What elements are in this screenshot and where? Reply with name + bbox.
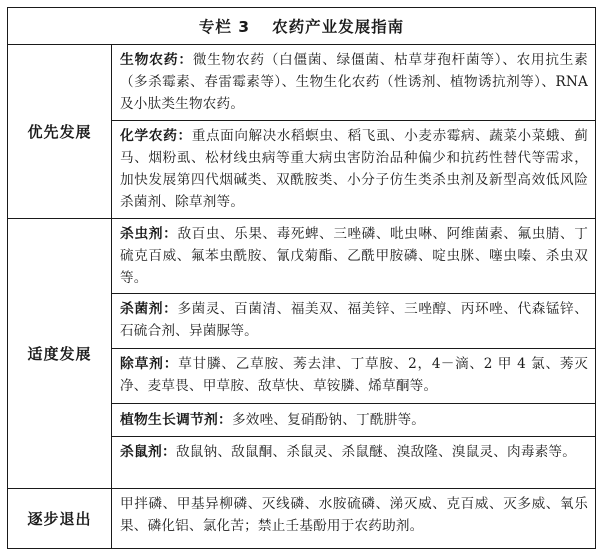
item-separator: ： (163, 226, 178, 242)
guide-table (7, 7, 596, 549)
column-title: 农药产业发展指南 (272, 18, 405, 36)
item-separator: ： (217, 412, 232, 428)
section-phase-out (8, 489, 595, 548)
item-insecticides (112, 219, 595, 294)
item-separator: ： (162, 444, 176, 460)
table-title (8, 8, 595, 45)
item-herbicides (112, 349, 595, 404)
item-growth-regulators (112, 404, 595, 437)
item-keyword: 杀鼠剂 (120, 444, 162, 460)
item-keyword: 杀虫剂 (120, 226, 164, 242)
item-text: 敌鼠钠、敌鼠酮、杀鼠灵、杀鼠醚、溴敌隆、溴鼠灵、肉毒素等。 (176, 444, 577, 460)
item-text: 多菌灵、百菌清、福美双、福美锌、三唑醇、丙环唑、代森锰锌、石硫合剂、异菌脲等。 (120, 301, 588, 339)
item-chem-pesticides (112, 121, 595, 218)
section-label: 逐步退出 (8, 489, 112, 548)
item-keyword: 植物生长调节剂 (120, 412, 218, 428)
item-text: 重点面向解决水稻螟虫、稻飞虱、小麦赤霉病、蔬菜小菜蛾、蓟马、烟粉虱、松材线虫病等重大病虫害防治品种偏少和抗药性替代等需求，加快发展第四代烟碱类、双酰胺类、小分子仿生类杀虫剂及新型高效低风险杀菌剂、除草剂等。 (120, 128, 588, 210)
item-rodenticides (112, 437, 595, 488)
item-text: 多效唑、复硝酚钠、丁酰肼等。 (231, 412, 426, 428)
section-moderate (8, 219, 595, 489)
item-fungicides (112, 294, 595, 349)
item-phase-out-list (112, 489, 595, 541)
item-separator: ： (177, 128, 192, 144)
item-separator: ： (163, 301, 178, 317)
item-text: 草甘膦、乙草胺、莠去津、丁草胺、2，4－滴、2 甲 4 氯、莠灭净、麦草畏、甲草胺、敌草快、草铵膦、烯草酮等。 (120, 356, 588, 394)
item-keyword: 化学农药 (120, 128, 178, 144)
item-bio-pesticides (112, 45, 595, 121)
item-keyword: 生物农药 (120, 52, 179, 68)
item-separator: ： (178, 52, 193, 68)
item-text: 甲拌磷、甲基异柳磷、灭线磷、水胺硫磷、涕灭威、克百威、灭多威、氧乐果、磷化铝、氯化苦；禁止壬基酚用于农药助剂。 (120, 496, 588, 534)
column-number: 专栏 3 (198, 18, 251, 36)
section-priority (8, 45, 595, 219)
item-keyword: 杀菌剂 (120, 301, 164, 317)
section-label: 优先发展 (8, 45, 112, 218)
item-separator: ： (163, 356, 179, 372)
item-keyword: 除草剂 (120, 356, 164, 372)
item-text: 敌百虫、乐果、毒死蜱、三唑磷、吡虫啉、阿维菌素、氟虫腈、丁硫克百威、氟苯虫酰胺、氰戊菊酯、乙酰甲胺磷、啶虫脒、噻虫嗪、杀虫双等。 (120, 226, 588, 286)
item-text: 微生物农药（白僵菌、绿僵菌、枯草芽孢杆菌等）、农用抗生素（多杀霉素、春雷霉素等）、生物生化农药（性诱剂、植物诱抗剂等）、RNA 及小肽类生物农药。 (120, 52, 588, 112)
section-label: 适度发展 (8, 219, 112, 488)
